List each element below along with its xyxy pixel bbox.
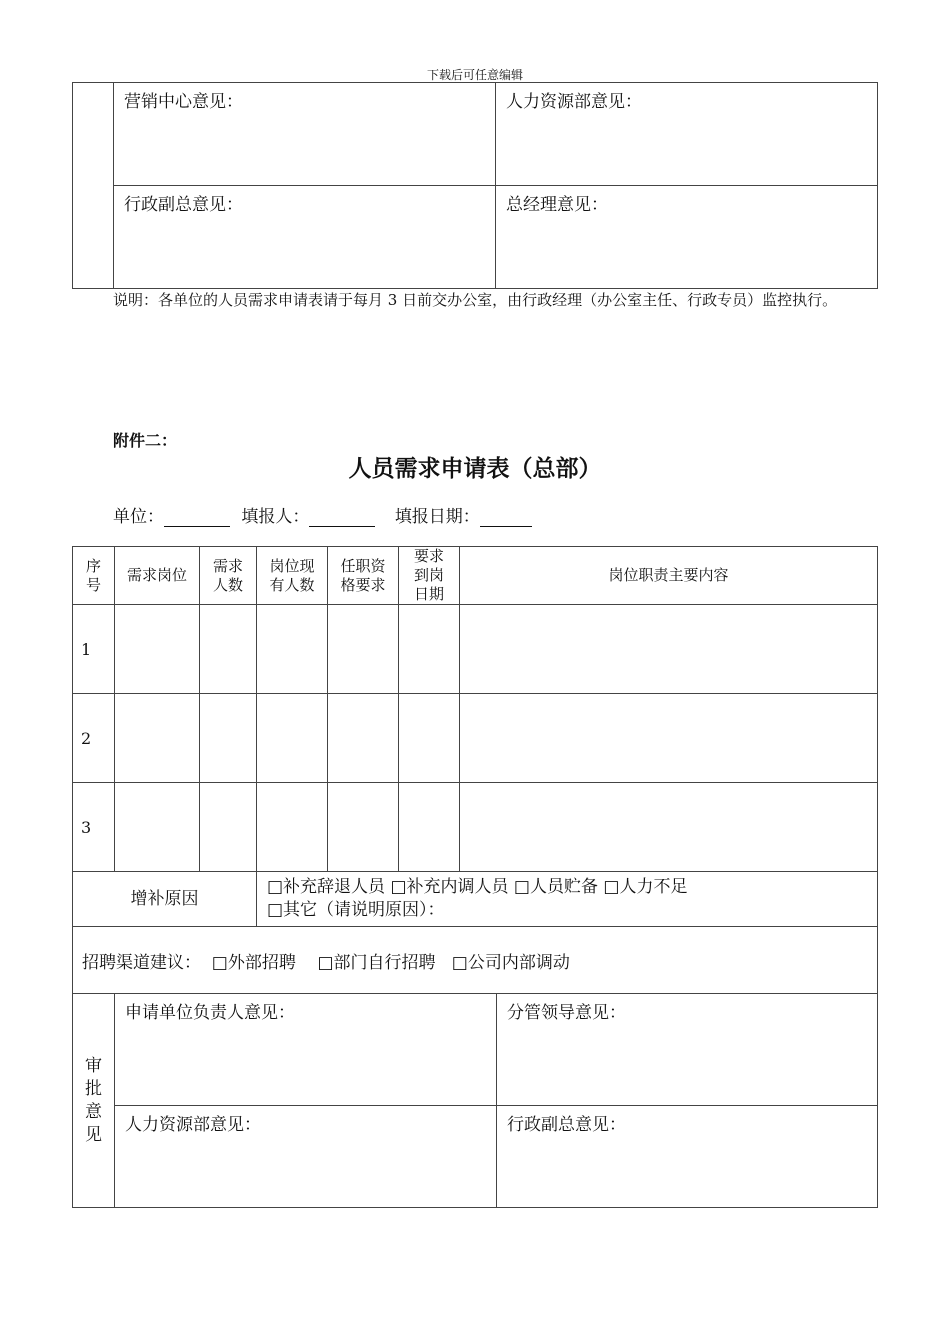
table-row <box>73 694 878 783</box>
bottom-approval-table <box>72 993 878 1208</box>
table-row <box>73 783 878 872</box>
col-duties: 岗位职责主要内容 <box>460 547 878 605</box>
marketing-opinion-label: 营销中心意见： <box>124 92 243 112</box>
request-table <box>72 546 878 994</box>
row-number: 3 <box>73 783 115 872</box>
col-qualification: 任职资格要求 <box>340 556 386 594</box>
approval-label: 审批意见 <box>85 1055 102 1145</box>
date-blank[interactable] <box>480 508 532 527</box>
unit-label: 单位： <box>113 507 164 527</box>
row-number: 1 <box>73 605 115 694</box>
hr-opinion-label: 人力资源部意见： <box>506 92 642 112</box>
table-row <box>73 605 878 694</box>
admin-vp-opinion-label: 行政副总意见： <box>507 1115 626 1135</box>
col-count: 需求人数 <box>212 556 243 594</box>
reason-options-line2[interactable]: □其它（请说明原因）： <box>267 900 445 920</box>
unit-head-opinion-label: 申请单位负责人意见： <box>125 1003 295 1023</box>
recruit-channel-options[interactable]: 招聘渠道建议： □外部招聘 □部门自行招聘 □公司内部调动 <box>73 927 878 994</box>
reporter-blank[interactable] <box>309 508 375 527</box>
instruction-note: 说明：各单位的人员需求申请表请于每月 3 日前交办公室，由行政经理（办公室主任、行政专员）监控执行。 <box>113 291 838 309</box>
attachment-label: 附件二： <box>113 431 178 450</box>
approval-side-cell <box>73 83 114 289</box>
reporter-label: 填报人： <box>241 507 310 527</box>
col-position: 需求岗位 <box>115 547 200 605</box>
col-due-date: 要求到岗日期 <box>413 547 444 603</box>
hr-opinion-label: 人力资源部意见： <box>125 1115 261 1135</box>
col-current: 岗位现有人数 <box>269 556 315 594</box>
date-label: 填报日期： <box>394 507 480 527</box>
leader-opinion-label: 分管领导意见： <box>507 1003 626 1023</box>
form-title: 人员需求申请表（总部） <box>348 456 602 482</box>
header-note: 下载后可任意编辑 <box>426 68 523 82</box>
row-number: 2 <box>73 694 115 783</box>
reason-options-line1[interactable]: □补充辞退人员 □补充内调人员 □人员贮备 □人力不足 <box>267 877 688 897</box>
col-seq: 序号 <box>85 556 101 594</box>
fill-info-row <box>113 502 532 527</box>
top-approval-table <box>72 82 878 289</box>
admin-vp-opinion-label: 行政副总意见： <box>124 195 243 215</box>
reason-label: 增补原因 <box>73 872 257 927</box>
gm-opinion-label: 总经理意见： <box>506 195 608 215</box>
unit-blank[interactable] <box>164 508 230 527</box>
